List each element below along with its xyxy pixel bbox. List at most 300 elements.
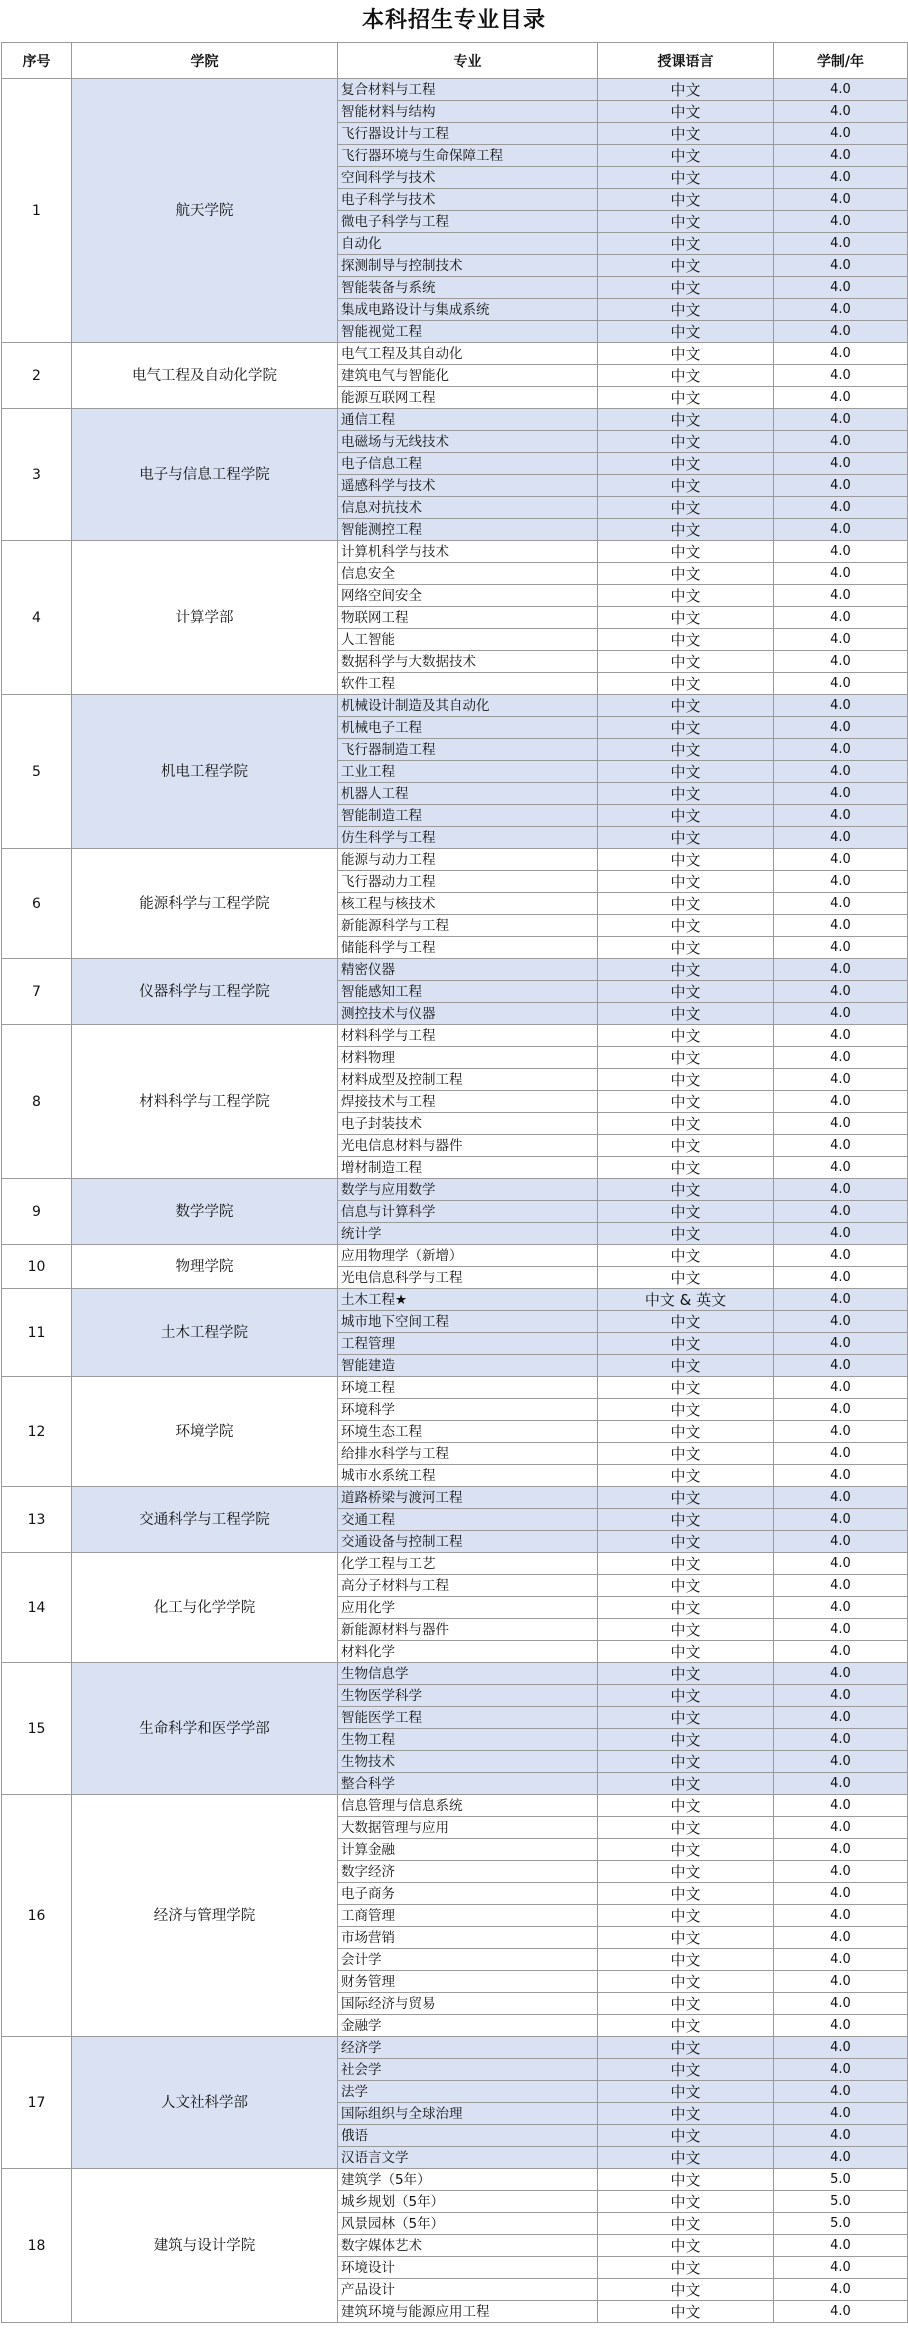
program-years: 4.0 — [774, 1597, 908, 1619]
program-years: 4.0 — [774, 1333, 908, 1355]
major-name: 数学与应用数学 — [338, 1179, 598, 1201]
teaching-language: 中文 — [598, 1839, 774, 1861]
program-years: 4.0 — [774, 101, 908, 123]
teaching-language: 中文 — [598, 871, 774, 893]
major-name: 信息与计算科学 — [338, 1201, 598, 1223]
teaching-language: 中文 — [598, 2125, 774, 2147]
teaching-language: 中文 — [598, 1729, 774, 1751]
teaching-language: 中文 — [598, 673, 774, 695]
program-years: 4.0 — [774, 849, 908, 871]
teaching-language: 中文 — [598, 1619, 774, 1641]
major-name: 计算金融 — [338, 1839, 598, 1861]
teaching-language: 中文 — [598, 277, 774, 299]
teaching-language: 中文 — [598, 563, 774, 585]
major-name: 电子信息工程 — [338, 453, 598, 475]
teaching-language: 中文 — [598, 2257, 774, 2279]
major-name: 机械设计制造及其自动化 — [338, 695, 598, 717]
program-years: 4.0 — [774, 299, 908, 321]
program-years: 4.0 — [774, 1223, 908, 1245]
program-years: 4.0 — [774, 2081, 908, 2103]
program-years: 4.0 — [774, 1773, 908, 1795]
major-name: 工程管理 — [338, 1333, 598, 1355]
program-years: 4.0 — [774, 1025, 908, 1047]
major-name: 电子封装技术 — [338, 1113, 598, 1135]
program-years: 4.0 — [774, 541, 908, 563]
major-name: 自动化 — [338, 233, 598, 255]
teaching-language: 中文 — [598, 1377, 774, 1399]
teaching-language: 中文 — [598, 849, 774, 871]
program-years: 4.0 — [774, 79, 908, 101]
school-name: 计算学部 — [72, 541, 338, 695]
major-name: 风景园林（5年） — [338, 2213, 598, 2235]
page-title: 本科招生专业目录 — [361, 8, 546, 33]
teaching-language: 中文 — [598, 1113, 774, 1135]
table-row — [2, 79, 908, 101]
major-name: 精密仪器 — [338, 959, 598, 981]
major-name: 智能测控工程 — [338, 519, 598, 541]
major-name: 建筑环境与能源应用工程 — [338, 2301, 598, 2323]
teaching-language: 中文 — [598, 497, 774, 519]
teaching-language: 中文 — [598, 2103, 774, 2125]
table-row — [2, 849, 908, 871]
program-years: 4.0 — [774, 1135, 908, 1157]
major-name: 遥感科学与技术 — [338, 475, 598, 497]
program-years: 4.0 — [774, 1289, 908, 1311]
teaching-language: 中文 — [598, 1267, 774, 1289]
program-years: 4.0 — [774, 783, 908, 805]
teaching-language: 中文 — [598, 453, 774, 475]
table-header-row — [2, 43, 908, 79]
major-name: 光电信息材料与器件 — [338, 1135, 598, 1157]
group-index: 2 — [2, 343, 72, 409]
program-years: 4.0 — [774, 1245, 908, 1267]
teaching-language: 中文 — [598, 1333, 774, 1355]
program-years: 4.0 — [774, 1091, 908, 1113]
major-name: 智能制造工程 — [338, 805, 598, 827]
teaching-language: 中文 — [598, 2037, 774, 2059]
teaching-language: 中文 — [598, 783, 774, 805]
program-years: 4.0 — [774, 1883, 908, 1905]
teaching-language: 中文 — [598, 1223, 774, 1245]
major-name: 微电子科学与工程 — [338, 211, 598, 233]
major-name: 飞行器设计与工程 — [338, 123, 598, 145]
program-years: 5.0 — [774, 2169, 908, 2191]
table-row — [2, 2169, 908, 2191]
program-years: 4.0 — [774, 2257, 908, 2279]
teaching-language: 中文 — [598, 343, 774, 365]
major-name: 储能科学与工程 — [338, 937, 598, 959]
major-name: 生物医学科学 — [338, 1685, 598, 1707]
teaching-language: 中文 — [598, 1355, 774, 1377]
teaching-language: 中文 — [598, 805, 774, 827]
table-row — [2, 343, 908, 365]
program-years: 4.0 — [774, 1971, 908, 1993]
program-years: 4.0 — [774, 871, 908, 893]
teaching-language: 中文 — [598, 1311, 774, 1333]
major-name: 核工程与核技术 — [338, 893, 598, 915]
group-index: 18 — [2, 2169, 72, 2323]
program-years: 4.0 — [774, 1443, 908, 1465]
major-name: 大数据管理与应用 — [338, 1817, 598, 1839]
group-index: 3 — [2, 409, 72, 541]
header-index: 序号 — [2, 43, 72, 79]
program-years: 4.0 — [774, 2125, 908, 2147]
major-name: 光电信息科学与工程 — [338, 1267, 598, 1289]
major-name: 财务管理 — [338, 1971, 598, 1993]
program-years: 4.0 — [774, 563, 908, 585]
school-name: 电气工程及自动化学院 — [72, 343, 338, 409]
program-years: 4.0 — [774, 167, 908, 189]
major-name: 社会学 — [338, 2059, 598, 2081]
major-name: 新能源科学与工程 — [338, 915, 598, 937]
major-name: 金融学 — [338, 2015, 598, 2037]
teaching-language: 中文 — [598, 1707, 774, 1729]
header-major: 专业 — [338, 43, 598, 79]
teaching-language: 中文 — [598, 299, 774, 321]
major-name: 土木工程★ — [338, 1289, 598, 1311]
major-name: 生物技术 — [338, 1751, 598, 1773]
major-name: 会计学 — [338, 1949, 598, 1971]
group-index: 15 — [2, 1663, 72, 1795]
major-name: 智能感知工程 — [338, 981, 598, 1003]
major-name: 环境生态工程 — [338, 1421, 598, 1443]
teaching-language: 中文 — [598, 387, 774, 409]
program-years: 4.0 — [774, 1861, 908, 1883]
school-name: 机电工程学院 — [72, 695, 338, 849]
teaching-language: 中文 — [598, 1663, 774, 1685]
major-name: 高分子材料与工程 — [338, 1575, 598, 1597]
program-years: 4.0 — [774, 2301, 908, 2323]
group-index: 11 — [2, 1289, 72, 1377]
major-name: 计算机科学与技术 — [338, 541, 598, 563]
teaching-language: 中文 — [598, 937, 774, 959]
table-row — [2, 1487, 908, 1509]
teaching-language: 中文 — [598, 1399, 774, 1421]
major-name: 经济学 — [338, 2037, 598, 2059]
major-name: 给排水科学与工程 — [338, 1443, 598, 1465]
program-years: 4.0 — [774, 805, 908, 827]
major-name: 城乡规划（5年） — [338, 2191, 598, 2213]
program-years: 4.0 — [774, 387, 908, 409]
major-name: 空间科学与技术 — [338, 167, 598, 189]
school-name: 环境学院 — [72, 1377, 338, 1487]
teaching-language: 中文 — [598, 1091, 774, 1113]
table-row — [2, 1289, 908, 1311]
teaching-language: 中文 — [598, 739, 774, 761]
program-years: 4.0 — [774, 2103, 908, 2125]
major-name: 增材制造工程 — [338, 1157, 598, 1179]
teaching-language: 中文 — [598, 2015, 774, 2037]
program-years: 4.0 — [774, 1685, 908, 1707]
major-name: 测控技术与仪器 — [338, 1003, 598, 1025]
program-years: 4.0 — [774, 1179, 908, 1201]
major-name: 道路桥梁与渡河工程 — [338, 1487, 598, 1509]
program-years: 4.0 — [774, 981, 908, 1003]
program-years: 4.0 — [774, 959, 908, 981]
major-name: 能源与动力工程 — [338, 849, 598, 871]
major-name: 城市地下空间工程 — [338, 1311, 598, 1333]
program-years: 4.0 — [774, 2037, 908, 2059]
teaching-language: 中文 — [598, 321, 774, 343]
teaching-language: 中文 — [598, 2059, 774, 2081]
program-years: 4.0 — [774, 453, 908, 475]
group-index: 17 — [2, 2037, 72, 2169]
teaching-language: 中文 — [598, 409, 774, 431]
major-name: 应用物理学（新增） — [338, 1245, 598, 1267]
table-row — [2, 1179, 908, 1201]
program-years: 4.0 — [774, 2279, 908, 2301]
major-name: 电气工程及其自动化 — [338, 343, 598, 365]
program-years: 4.0 — [774, 629, 908, 651]
teaching-language: 中文 — [598, 1905, 774, 1927]
program-years: 4.0 — [774, 937, 908, 959]
table-row — [2, 1553, 908, 1575]
table-row — [2, 1795, 908, 1817]
header-school: 学院 — [72, 43, 338, 79]
program-years: 4.0 — [774, 1047, 908, 1069]
program-years: 4.0 — [774, 1465, 908, 1487]
teaching-language: 中文 — [598, 981, 774, 1003]
major-name: 机器人工程 — [338, 783, 598, 805]
teaching-language: 中文 & 英文 — [598, 1289, 774, 1311]
teaching-language: 中文 — [598, 123, 774, 145]
teaching-language: 中文 — [598, 519, 774, 541]
program-years: 4.0 — [774, 2147, 908, 2169]
program-years: 4.0 — [774, 1575, 908, 1597]
teaching-language: 中文 — [598, 2213, 774, 2235]
table-row — [2, 409, 908, 431]
program-years: 4.0 — [774, 1399, 908, 1421]
program-years: 4.0 — [774, 1487, 908, 1509]
major-name: 建筑学（5年） — [338, 2169, 598, 2191]
program-years: 4.0 — [774, 1751, 908, 1773]
major-name: 网络空间安全 — [338, 585, 598, 607]
program-years: 4.0 — [774, 915, 908, 937]
major-name: 智能医学工程 — [338, 1707, 598, 1729]
program-years: 4.0 — [774, 1267, 908, 1289]
major-name: 信息管理与信息系统 — [338, 1795, 598, 1817]
table-row — [2, 1025, 908, 1047]
school-name: 航天学院 — [72, 79, 338, 343]
teaching-language: 中文 — [598, 761, 774, 783]
teaching-language: 中文 — [598, 1817, 774, 1839]
program-years: 4.0 — [774, 123, 908, 145]
teaching-language: 中文 — [598, 233, 774, 255]
major-name: 数字媒体艺术 — [338, 2235, 598, 2257]
major-name: 应用化学 — [338, 1597, 598, 1619]
program-years: 4.0 — [774, 233, 908, 255]
major-name: 集成电路设计与集成系统 — [338, 299, 598, 321]
major-name: 材料科学与工程 — [338, 1025, 598, 1047]
teaching-language: 中文 — [598, 1443, 774, 1465]
major-name: 飞行器环境与生命保障工程 — [338, 145, 598, 167]
major-name: 市场营销 — [338, 1927, 598, 1949]
major-name: 城市水系统工程 — [338, 1465, 598, 1487]
teaching-language: 中文 — [598, 607, 774, 629]
teaching-language: 中文 — [598, 1245, 774, 1267]
teaching-language: 中文 — [598, 585, 774, 607]
teaching-language: 中文 — [598, 1685, 774, 1707]
group-index: 14 — [2, 1553, 72, 1663]
program-years: 4.0 — [774, 1553, 908, 1575]
teaching-language: 中文 — [598, 2301, 774, 2323]
program-years: 4.0 — [774, 1003, 908, 1025]
teaching-language: 中文 — [598, 1157, 774, 1179]
program-years: 4.0 — [774, 651, 908, 673]
program-years: 4.0 — [774, 761, 908, 783]
program-years: 4.0 — [774, 1421, 908, 1443]
teaching-language: 中文 — [598, 365, 774, 387]
group-index: 13 — [2, 1487, 72, 1553]
group-index: 12 — [2, 1377, 72, 1487]
school-name: 人文社科学部 — [72, 2037, 338, 2169]
major-name: 材料物理 — [338, 1047, 598, 1069]
major-name: 环境科学 — [338, 1399, 598, 1421]
table-row — [2, 541, 908, 563]
major-name: 通信工程 — [338, 409, 598, 431]
school-name: 建筑与设计学院 — [72, 2169, 338, 2323]
major-name: 材料化学 — [338, 1641, 598, 1663]
teaching-language: 中文 — [598, 101, 774, 123]
program-years: 4.0 — [774, 1619, 908, 1641]
program-years: 4.0 — [774, 607, 908, 629]
major-name: 汉语言文学 — [338, 2147, 598, 2169]
teaching-language: 中文 — [598, 2235, 774, 2257]
program-years: 4.0 — [774, 189, 908, 211]
teaching-language: 中文 — [598, 1069, 774, 1091]
table-row — [2, 1377, 908, 1399]
group-index: 1 — [2, 79, 72, 343]
teaching-language: 中文 — [598, 145, 774, 167]
teaching-language: 中文 — [598, 629, 774, 651]
major-name: 新能源材料与器件 — [338, 1619, 598, 1641]
school-name: 经济与管理学院 — [72, 1795, 338, 2037]
teaching-language: 中文 — [598, 211, 774, 233]
program-years: 4.0 — [774, 1069, 908, 1091]
school-name: 生命科学和医学学部 — [72, 1663, 338, 1795]
program-years: 4.0 — [774, 145, 908, 167]
teaching-language: 中文 — [598, 1135, 774, 1157]
major-name: 信息对抗技术 — [338, 497, 598, 519]
teaching-language: 中文 — [598, 1993, 774, 2015]
major-name: 飞行器制造工程 — [338, 739, 598, 761]
major-name: 生物信息学 — [338, 1663, 598, 1685]
group-index: 7 — [2, 959, 72, 1025]
major-name: 能源互联网工程 — [338, 387, 598, 409]
major-name: 环境工程 — [338, 1377, 598, 1399]
table-row — [2, 1245, 908, 1267]
teaching-language: 中文 — [598, 1553, 774, 1575]
group-index: 8 — [2, 1025, 72, 1179]
school-name: 交通科学与工程学院 — [72, 1487, 338, 1553]
teaching-language: 中文 — [598, 189, 774, 211]
table-row — [2, 2037, 908, 2059]
teaching-language: 中文 — [598, 1465, 774, 1487]
program-years: 4.0 — [774, 827, 908, 849]
program-years: 4.0 — [774, 1663, 908, 1685]
program-years: 4.0 — [774, 277, 908, 299]
program-years: 4.0 — [774, 1157, 908, 1179]
major-name: 工业工程 — [338, 761, 598, 783]
teaching-language: 中文 — [598, 2169, 774, 2191]
program-years: 4.0 — [774, 1377, 908, 1399]
teaching-language: 中文 — [598, 695, 774, 717]
major-name: 交通工程 — [338, 1509, 598, 1531]
major-name: 软件工程 — [338, 673, 598, 695]
teaching-language: 中文 — [598, 475, 774, 497]
program-years: 4.0 — [774, 585, 908, 607]
major-name: 焊接技术与工程 — [338, 1091, 598, 1113]
major-name: 俄语 — [338, 2125, 598, 2147]
teaching-language: 中文 — [598, 1773, 774, 1795]
teaching-language: 中文 — [598, 2279, 774, 2301]
program-years: 4.0 — [774, 321, 908, 343]
teaching-language: 中文 — [598, 1971, 774, 1993]
program-years: 4.0 — [774, 409, 908, 431]
group-index: 9 — [2, 1179, 72, 1245]
teaching-language: 中文 — [598, 2081, 774, 2103]
major-name: 统计学 — [338, 1223, 598, 1245]
major-name: 智能视觉工程 — [338, 321, 598, 343]
major-name: 智能建造 — [338, 1355, 598, 1377]
major-name: 人工智能 — [338, 629, 598, 651]
major-name: 工商管理 — [338, 1905, 598, 1927]
program-years: 4.0 — [774, 1311, 908, 1333]
program-years: 4.0 — [774, 365, 908, 387]
teaching-language: 中文 — [598, 1025, 774, 1047]
major-name: 材料成型及控制工程 — [338, 1069, 598, 1091]
program-years: 4.0 — [774, 1993, 908, 2015]
teaching-language: 中文 — [598, 255, 774, 277]
major-name: 建筑电气与智能化 — [338, 365, 598, 387]
teaching-language: 中文 — [598, 1531, 774, 1553]
major-name: 探测制导与控制技术 — [338, 255, 598, 277]
group-index: 16 — [2, 1795, 72, 2037]
program-years: 4.0 — [774, 2015, 908, 2037]
major-name: 化学工程与工艺 — [338, 1553, 598, 1575]
school-name: 化工与化学学院 — [72, 1553, 338, 1663]
teaching-language: 中文 — [598, 1179, 774, 1201]
teaching-language: 中文 — [598, 915, 774, 937]
group-index: 5 — [2, 695, 72, 849]
teaching-language: 中文 — [598, 1487, 774, 1509]
teaching-language: 中文 — [598, 1597, 774, 1619]
teaching-language: 中文 — [598, 1509, 774, 1531]
major-name: 电子科学与技术 — [338, 189, 598, 211]
major-name: 国际组织与全球治理 — [338, 2103, 598, 2125]
program-years: 4.0 — [774, 1531, 908, 1553]
school-name: 材料科学与工程学院 — [72, 1025, 338, 1179]
program-years: 4.0 — [774, 255, 908, 277]
program-years: 4.0 — [774, 893, 908, 915]
school-name: 物理学院 — [72, 1245, 338, 1289]
group-index: 4 — [2, 541, 72, 695]
teaching-language: 中文 — [598, 1795, 774, 1817]
program-years: 4.0 — [774, 431, 908, 453]
teaching-language: 中文 — [598, 827, 774, 849]
teaching-language: 中文 — [598, 541, 774, 563]
program-years: 4.0 — [774, 1927, 908, 1949]
major-name: 生物工程 — [338, 1729, 598, 1751]
teaching-language: 中文 — [598, 431, 774, 453]
program-years: 4.0 — [774, 2059, 908, 2081]
teaching-language: 中文 — [598, 2191, 774, 2213]
school-name: 能源科学与工程学院 — [72, 849, 338, 959]
school-name: 仪器科学与工程学院 — [72, 959, 338, 1025]
teaching-language: 中文 — [598, 2147, 774, 2169]
major-name: 数字经济 — [338, 1861, 598, 1883]
teaching-language: 中文 — [598, 959, 774, 981]
